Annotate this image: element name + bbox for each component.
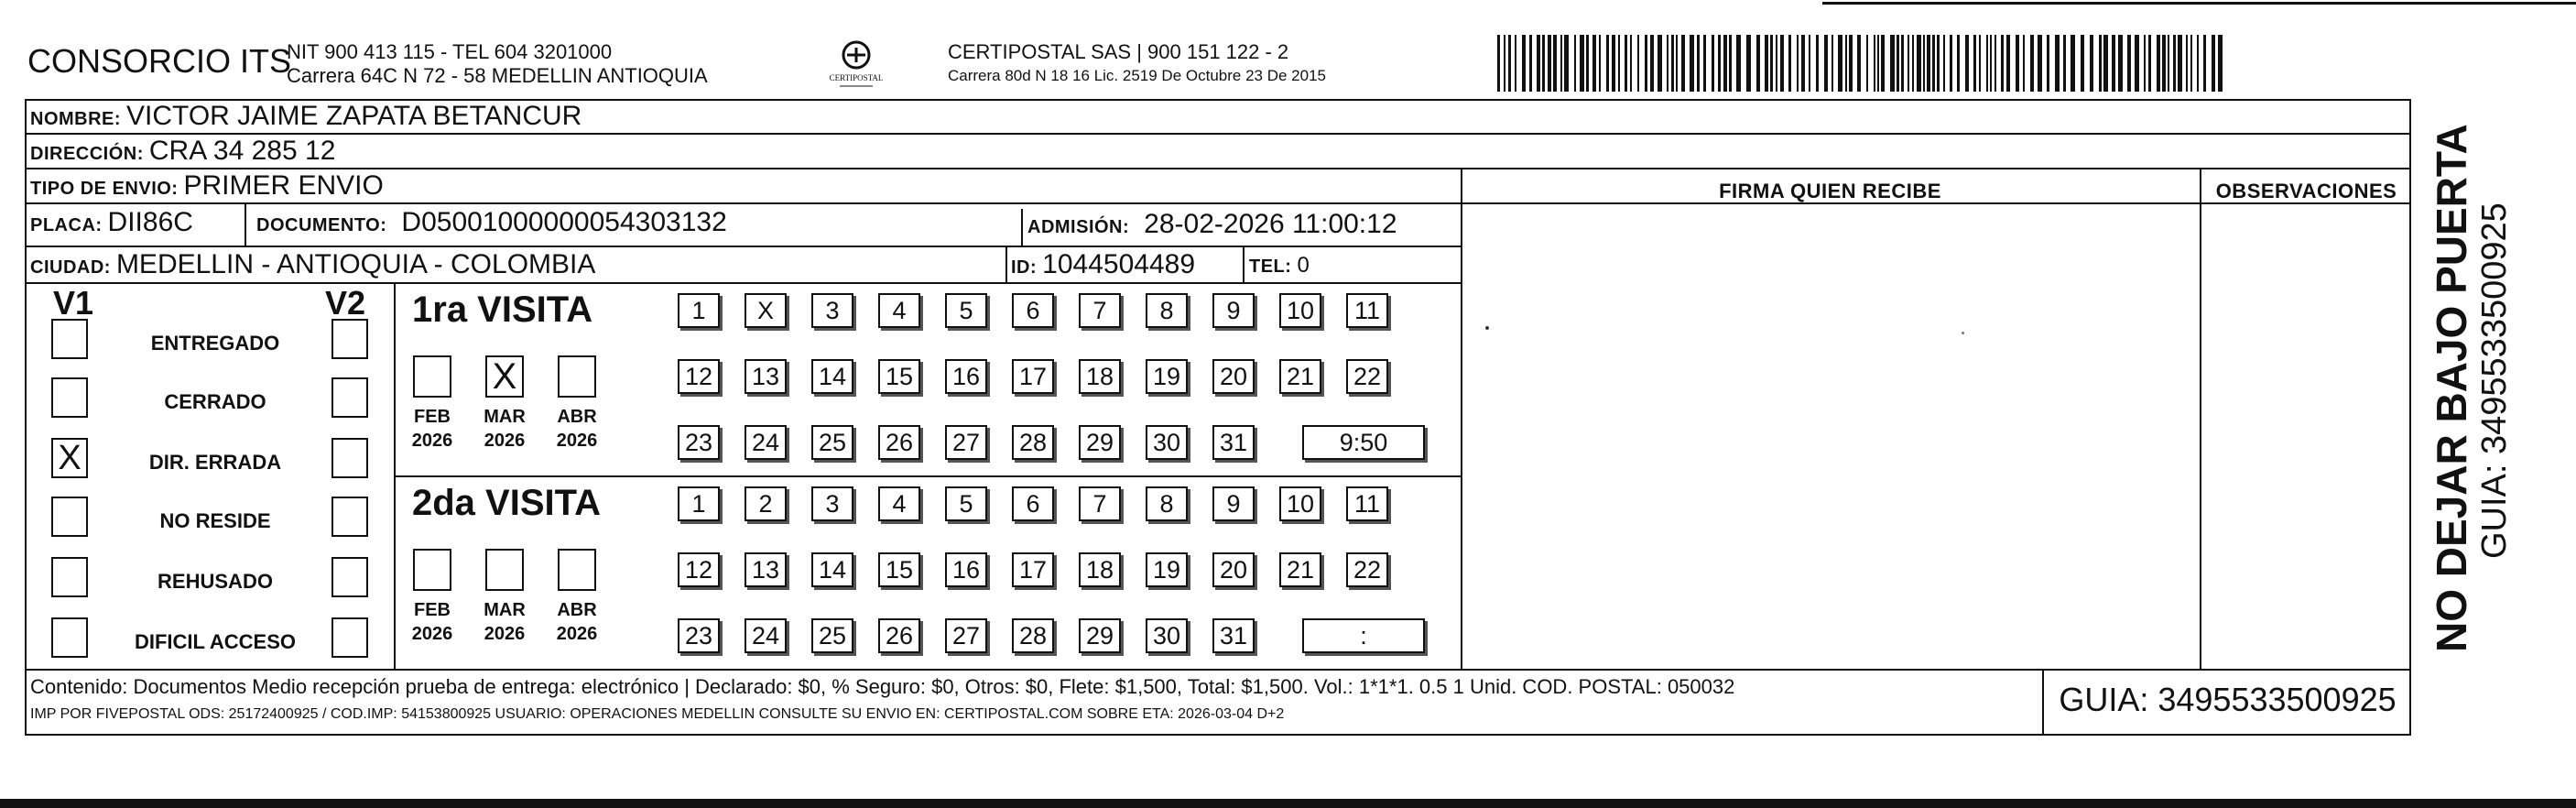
day-box[interactable]: 21 (1279, 359, 1321, 394)
barcode-bar (1645, 35, 1647, 92)
barcode-bar (2023, 35, 2025, 92)
barcode-bar (1897, 35, 1899, 92)
barcode-bar (2135, 35, 2139, 92)
barcode-bar (2157, 35, 2160, 92)
status-option-label: ENTREGADO (150, 332, 280, 355)
v2-checkbox[interactable] (332, 497, 368, 537)
day-box[interactable]: 28 (1012, 618, 1054, 653)
v2-checkbox[interactable] (332, 557, 368, 597)
barcode-bar (1917, 35, 1921, 92)
tipo-envio-field: TIPO DE ENVIO: PRIMER ENVIO (30, 170, 384, 201)
barcode-bar (1756, 35, 1760, 92)
ciudad-value: MEDELLIN - ANTIOQUIA - COLOMBIA (115, 249, 596, 279)
barcode-bar (1542, 35, 1545, 92)
barcode-bar (1824, 35, 1828, 92)
barcode-bar (1606, 35, 1609, 92)
status-option-label: CERRADO (164, 390, 266, 413)
day-box[interactable]: 28 (1012, 425, 1054, 460)
barcode-bar (1937, 35, 1940, 92)
day-box[interactable]: 31 (1212, 425, 1255, 460)
day-box[interactable]: 23 (678, 618, 720, 653)
v2-checkbox[interactable] (332, 438, 368, 478)
month-checkbox[interactable] (558, 355, 596, 398)
barcode-bar (1529, 35, 1532, 92)
barcode-bar (1994, 35, 1996, 92)
barcode-bar (1908, 35, 1909, 92)
month-label: FEB 2026 (411, 600, 453, 644)
day-box[interactable]: 9 (1212, 293, 1255, 328)
day-box[interactable]: 22 (1346, 359, 1388, 394)
footer-guia: GUIA: 3495533500925 (2059, 681, 2397, 718)
barcode-bar (1586, 35, 1589, 92)
side-guia: GUIA: 3495533500925 (2475, 202, 2514, 559)
barcode-bar (1788, 35, 1791, 92)
v1-checkbox[interactable] (51, 557, 88, 597)
documento-value: D05001000000054303132 (401, 207, 727, 237)
month-label: ABR 2026 (556, 407, 598, 451)
day-box[interactable]: 29 (1079, 618, 1121, 653)
barcode-bar (1504, 35, 1505, 92)
v2-checkbox[interactable] (332, 377, 368, 418)
barcode-bar (1723, 35, 1727, 92)
day-box[interactable]: 1 (678, 293, 720, 328)
day-box[interactable]: 20 (1212, 552, 1255, 587)
firma-header: FIRMA QUIEN RECIBE (1719, 180, 1941, 202)
barcode-bar (1697, 35, 1700, 92)
barcode-bar (1979, 35, 1981, 92)
status-option-label: DIFICIL ACCESO (134, 630, 296, 653)
barcode-bar (2118, 35, 2123, 92)
barcode-bar (1658, 35, 1662, 92)
barcode-bar (1770, 35, 1773, 92)
barcode-bar (1548, 35, 1551, 92)
barcode-bar (1508, 35, 1511, 92)
barcode-bar (2038, 35, 2042, 92)
day-box[interactable]: 13 (745, 359, 787, 394)
status-option-label: REHUSADO (158, 570, 273, 593)
barcode-bar (1592, 35, 1596, 92)
barcode-bar (1927, 35, 1930, 92)
v2-header: V2 (325, 284, 366, 322)
tipo-envio-value: PRIMER ENVIO (183, 170, 384, 201)
placa-field: PLACA: DII86C (30, 207, 193, 237)
barcode-bar (2186, 35, 2188, 92)
barcode-bar (2081, 35, 2084, 92)
day-box[interactable]: 10 (1279, 486, 1321, 521)
day-box[interactable]: 31 (1212, 618, 1255, 653)
time-box[interactable]: : (1302, 618, 1425, 653)
barcode-bar (1874, 35, 1875, 92)
barcode-bar (1831, 35, 1833, 92)
barcode-bar (1932, 35, 1935, 92)
day-box[interactable]: 4 (878, 293, 920, 328)
day-box[interactable]: 11 (1346, 486, 1388, 521)
day-box[interactable]: 18 (1079, 552, 1121, 587)
month-label: ABR 2026 (556, 600, 598, 644)
day-box[interactable]: 26 (878, 425, 920, 460)
barcode-bar (2148, 35, 2151, 92)
day-box[interactable]: 15 (878, 359, 920, 394)
svg-text:CERTIPOSTAL: CERTIPOSTAL (829, 73, 884, 82)
barcode-bar (1943, 35, 1945, 92)
barcode-bar (1990, 35, 1992, 92)
barcode-bar (1838, 35, 1842, 92)
day-box[interactable]: 22 (1346, 552, 1388, 587)
barcode (1497, 35, 2230, 92)
day-box[interactable]: 19 (1146, 359, 1188, 394)
day-box[interactable]: 17 (1012, 359, 1054, 394)
barcode-bar (1912, 35, 1914, 92)
month-label: MAR 2026 (484, 600, 526, 644)
footer-impresion: IMP POR FIVEPOSTAL ODS: 25172400925 / COD.IMP: 54153800925 USUARIO: OPERACIONES MEDELLIN CONSULTE SU ENVIO EN: CERTIPOSTAL.COM SOBRE ETA: 2026-03-04 D+2 (30, 706, 1285, 722)
day-box[interactable]: 27 (945, 618, 987, 653)
company-address: Carrera 64C N 72 - 58 MEDELLIN ANTIOQUIA (287, 64, 708, 87)
barcode-bar (1901, 35, 1904, 92)
barcode-bar (2071, 35, 2075, 92)
scan-edge (1822, 2, 2576, 5)
day-box[interactable]: 24 (745, 425, 787, 460)
day-box[interactable]: 8 (1146, 486, 1188, 521)
day-box[interactable]: 13 (745, 552, 787, 587)
scan-edge-bottom (0, 799, 2576, 808)
day-box[interactable]: 14 (811, 552, 853, 587)
barcode-bar (1671, 35, 1674, 92)
day-box[interactable]: 16 (945, 359, 987, 394)
barcode-bar (1776, 35, 1777, 92)
barcode-bar (1564, 35, 1569, 92)
barcode-bar (2047, 35, 2049, 92)
day-box[interactable]: 29 (1079, 425, 1121, 460)
placa-value: DII86C (107, 207, 193, 237)
barcode-bar (1950, 35, 1952, 92)
day-box[interactable]: 23 (678, 425, 720, 460)
nombre-value: VICTOR JAIME ZAPATA BETANCUR (126, 101, 582, 131)
barcode-bar (1746, 35, 1751, 92)
barcode-bar (1986, 35, 1988, 92)
visit-title: 1ra VISITA (412, 289, 593, 330)
day-box[interactable]: 17 (1012, 552, 1054, 587)
admision-field: ADMISIÓN: 28-02-2026 11:00:12 (1027, 209, 1397, 239)
documento-field: DOCUMENTO: D05001000000054303132 (256, 207, 727, 237)
day-box[interactable]: 10 (1279, 293, 1321, 328)
barcode-bar (2197, 35, 2199, 92)
barcode-bar (1637, 35, 1639, 92)
day-box[interactable]: 6 (1012, 293, 1054, 328)
day-box[interactable]: 11 (1346, 293, 1388, 328)
barcode-bar (1522, 35, 1526, 92)
barcode-bar (2173, 35, 2176, 92)
barcode-bar (1801, 35, 1805, 92)
certipostal-logo (829, 37, 884, 92)
barcode-bar (1849, 35, 1853, 92)
day-box[interactable]: 14 (811, 359, 853, 394)
barcode-bar (2162, 35, 2166, 92)
barcode-bar (2055, 35, 2060, 92)
barcode-bar (1612, 35, 1615, 92)
day-box[interactable]: 1 (678, 486, 720, 521)
day-box[interactable]: 5 (945, 293, 987, 328)
day-box[interactable]: 18 (1079, 359, 1121, 394)
day-box[interactable]: 4 (878, 486, 920, 521)
direccion-value: CRA 34 285 12 (148, 136, 336, 166)
barcode-bar (1703, 35, 1706, 92)
day-box[interactable]: 21 (1279, 552, 1321, 587)
barcode-bar (2190, 35, 2192, 92)
id-value: 1044504489 (1042, 249, 1196, 279)
v1-checkbox[interactable] (51, 377, 88, 418)
barcode-bar (1667, 35, 1668, 92)
barcode-bar (1857, 35, 1861, 92)
day-box[interactable]: 26 (878, 618, 920, 653)
barcode-bar (2127, 35, 2131, 92)
direccion-field: DIRECCIÓN: CRA 34 285 12 (30, 136, 336, 166)
footer-contenido: Contenido: Documentos Medio recepción prueba de entrega: electrónico | Declarado: $0, % Seguro: $0, Otros: $0, Flete: $1,500, Total: $1,500. Vol.: 1*1*1. 0.5 1 Unid. COD. POSTAL: 050032 (30, 675, 1735, 698)
day-box[interactable]: 15 (878, 552, 920, 587)
v1-checkbox[interactable] (51, 497, 88, 537)
month-label: MAR 2026 (484, 407, 526, 451)
barcode-bar (2144, 35, 2146, 92)
barcode-bar (1765, 35, 1768, 92)
barcode-bar (1690, 35, 1694, 92)
day-box[interactable]: 20 (1212, 359, 1255, 394)
barcode-bar (2016, 35, 2019, 92)
day-box[interactable]: 12 (678, 552, 720, 587)
barcode-bar (2168, 35, 2169, 92)
visit-title: 2da VISITA (412, 483, 601, 523)
barcode-bar (1712, 35, 1714, 92)
day-box[interactable]: 30 (1146, 618, 1188, 653)
barcode-bar (1676, 35, 1678, 92)
barcode-bar (2112, 35, 2115, 92)
day-box[interactable]: 8 (1146, 293, 1188, 328)
ciudad-field: CIUDAD: MEDELLIN - ANTIOQUIA - COLOMBIA (30, 249, 596, 279)
barcode-bar (1497, 35, 1500, 92)
day-box[interactable]: 25 (811, 618, 853, 653)
status-option-label: NO RESIDE (159, 509, 271, 532)
barcode-bar (1957, 35, 1960, 92)
day-box[interactable]: 2 (745, 486, 787, 521)
barcode-bar (1973, 35, 1976, 92)
day-box[interactable]: 9 (1212, 486, 1255, 521)
month-label: FEB 2026 (411, 407, 453, 451)
v2-checkbox[interactable] (332, 319, 368, 359)
barcode-bar (1729, 35, 1732, 92)
v1-checkbox[interactable]: X (51, 438, 88, 478)
day-box[interactable]: 19 (1146, 552, 1188, 587)
barcode-bar (1650, 35, 1654, 92)
barcode-bar (2006, 35, 2010, 92)
day-box[interactable]: 27 (945, 425, 987, 460)
tel-field: TEL: 0 (1249, 253, 1310, 278)
day-box[interactable]: 30 (1146, 425, 1188, 460)
barcode-bar (1580, 35, 1584, 92)
barcode-bar (1560, 35, 1562, 92)
month-checkbox[interactable] (558, 549, 596, 591)
month-checkbox[interactable] (413, 355, 451, 398)
barcode-bar (1780, 35, 1784, 92)
barcode-bar (2063, 35, 2066, 92)
carrier-address: Carrera 80d N 18 16 Lic. 2519 De Octubre 23 De 2015 (948, 67, 1326, 84)
barcode-bar (1553, 35, 1557, 92)
barcode-bar (1630, 35, 1632, 92)
day-box[interactable]: 7 (1079, 486, 1121, 521)
v2-checkbox[interactable] (332, 617, 368, 658)
barcode-bar (1845, 35, 1847, 92)
barcode-bar (2090, 35, 2093, 92)
day-box[interactable]: 12 (678, 359, 720, 394)
company-nit: NIT 900 413 115 - TEL 604 3201000 (287, 40, 613, 63)
barcode-bar (1881, 35, 1885, 92)
day-box[interactable]: 7 (1079, 293, 1121, 328)
barcode-bar (1965, 35, 1969, 92)
status-option-label: DIR. ERRADA (148, 451, 282, 474)
v1-checkbox[interactable] (51, 319, 88, 359)
barcode-bar (1816, 35, 1819, 92)
barcode-bar (1809, 35, 1810, 92)
barcode-bar (1890, 35, 1895, 92)
barcode-bar (1923, 35, 1925, 92)
observaciones-header: OBSERVACIONES (2215, 180, 2397, 202)
day-box[interactable]: 3 (811, 293, 853, 328)
day-box[interactable]: 6 (1012, 486, 1054, 521)
barcode-bar (2212, 35, 2215, 92)
month-checkbox[interactable] (413, 549, 451, 591)
barcode-bar (2099, 35, 2102, 92)
nombre-field: NOMBRE: VICTOR JAIME ZAPATA BETANCUR (30, 101, 582, 131)
barcode-bar (1736, 35, 1741, 92)
barcode-bar (1625, 35, 1627, 92)
barcode-bar (1537, 35, 1540, 92)
barcode-bar (1866, 35, 1868, 92)
barcode-bar (1681, 35, 1685, 92)
day-box[interactable]: 24 (745, 618, 787, 653)
carrier-name: CERTIPOSTAL SAS | 900 151 122 - 2 (948, 40, 1289, 63)
admision-value: 28-02-2026 11:00:12 (1144, 209, 1397, 239)
no-dejar-notice: NO DEJAR BAJO PUERTA (2428, 124, 2475, 652)
barcode-bar (2103, 35, 2108, 92)
month-checkbox[interactable] (485, 549, 524, 591)
company-name: CONSORCIO ITS (27, 42, 292, 80)
day-box[interactable]: 16 (945, 552, 987, 587)
barcode-bar (2178, 35, 2182, 92)
barcode-bar (1599, 35, 1601, 92)
id-field: ID: 1044504489 (1011, 249, 1196, 279)
day-box[interactable]: 5 (945, 486, 987, 521)
barcode-bar (1877, 35, 1879, 92)
time-box[interactable]: 9:50 (1302, 425, 1425, 460)
v1-header: V1 (53, 284, 94, 322)
barcode-bar (1618, 35, 1620, 92)
barcode-bar (1515, 35, 1516, 92)
day-box[interactable]: X (745, 293, 787, 328)
barcode-bar (2001, 35, 2004, 92)
barcode-bar (2203, 35, 2206, 92)
month-checkbox[interactable]: X (485, 355, 524, 398)
day-box[interactable]: 3 (811, 486, 853, 521)
barcode-bar (1574, 35, 1576, 92)
barcode-bar (1797, 35, 1799, 92)
barcode-bar (2218, 35, 2223, 92)
barcode-bar (2030, 35, 2034, 92)
barcode-bar (1718, 35, 1721, 92)
v1-checkbox[interactable] (51, 617, 88, 658)
tel-value: 0 (1297, 253, 1310, 278)
day-box[interactable]: 25 (811, 425, 853, 460)
